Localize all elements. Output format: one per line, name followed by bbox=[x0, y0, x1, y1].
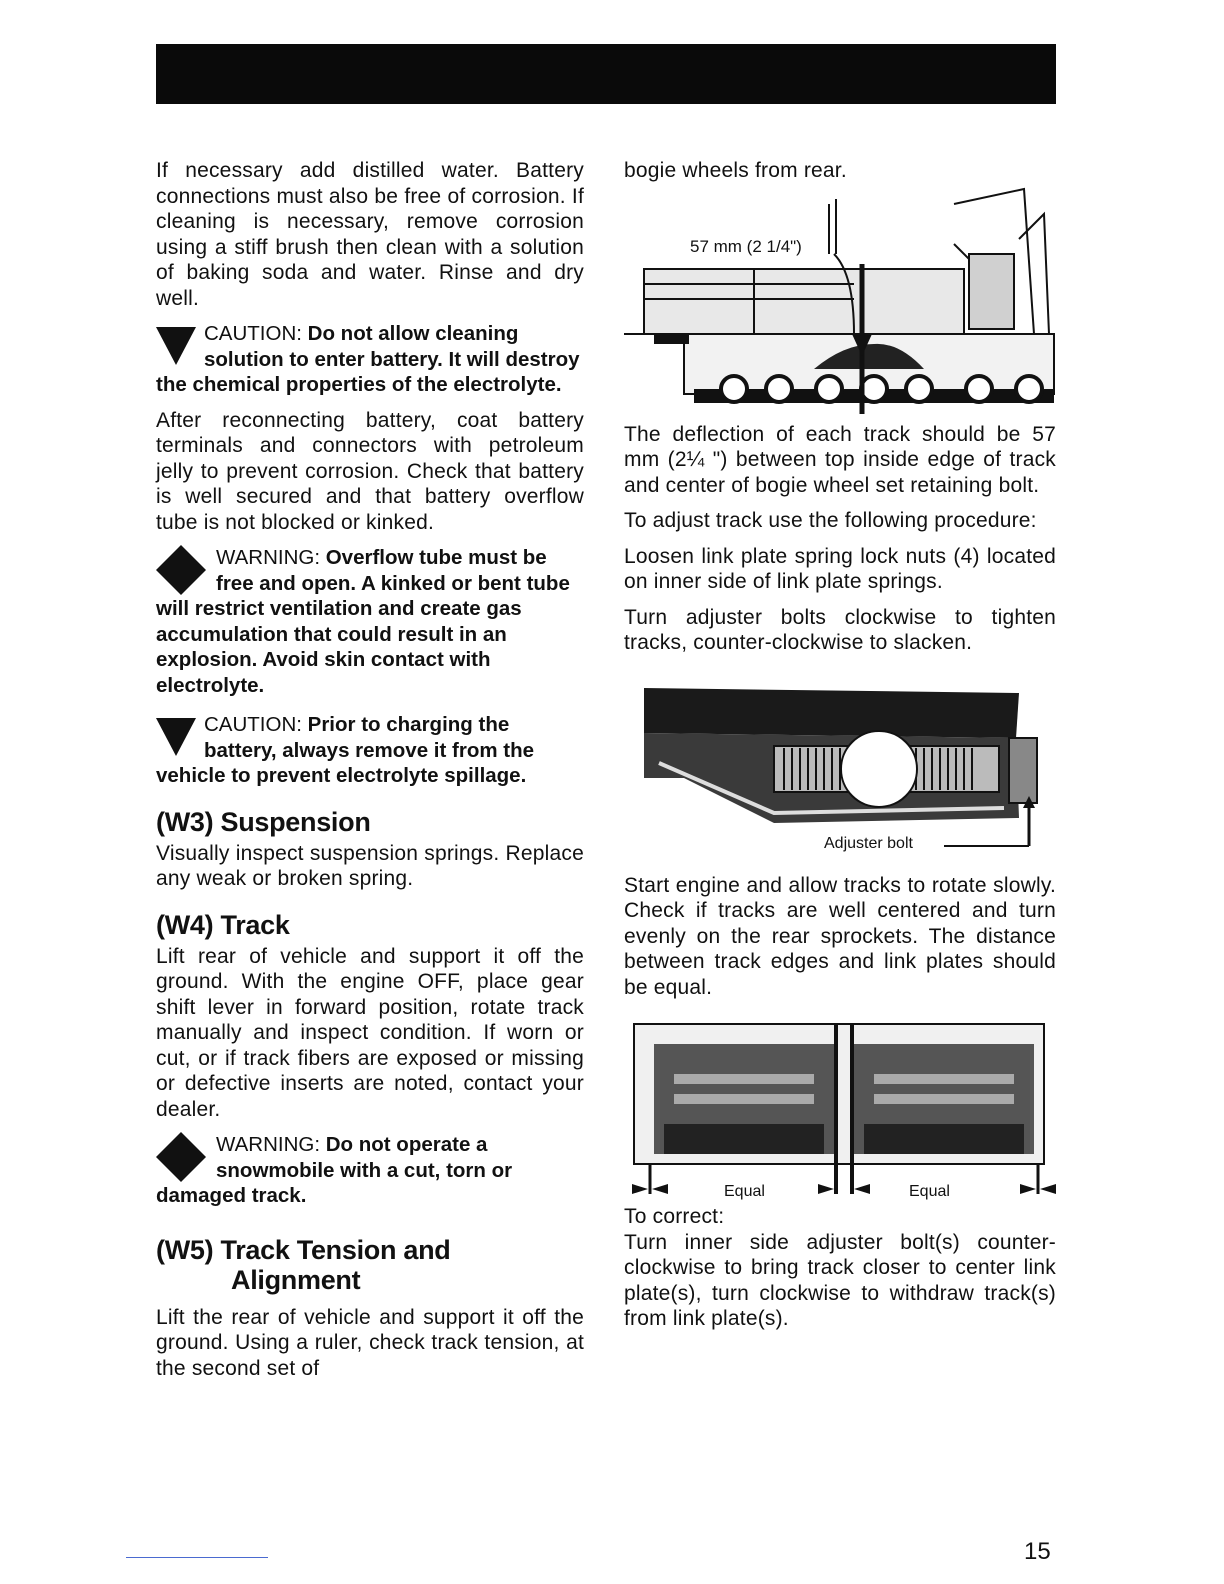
deflection-label: 57 mm (2 1/4") bbox=[690, 236, 802, 256]
adjuster-bolt-figure bbox=[624, 678, 1056, 863]
warning-overflow bbox=[156, 545, 584, 698]
turn-adjuster-text: Turn adjuster bolts clockwise to tighten tracks, counter-clockwise to slacken. bbox=[624, 605, 1056, 654]
page-number: 15 bbox=[1024, 1538, 1051, 1565]
section-title: Suspension bbox=[220, 806, 371, 837]
caution-triangle-icon bbox=[156, 712, 196, 756]
warning-text: Do not operate a snowmobile with a cut, torn or damaged track. bbox=[156, 1133, 513, 1207]
continued-text: bogie wheels from rear. bbox=[624, 159, 847, 182]
section-title-line2: Alignment bbox=[231, 1264, 361, 1295]
warning-lead: WARNING: bbox=[216, 546, 321, 569]
section-title: Track bbox=[220, 909, 290, 940]
battery-terminal-text: After reconnecting battery, coat battery terminals and connectors with petroleum jelly to prevent corrosion. Check that battery is well secured and that battery overflow tube is not blocked or kinked. bbox=[156, 408, 584, 534]
warning-diamond-icon bbox=[156, 1132, 206, 1180]
caution-lead: CAUTION: bbox=[204, 713, 302, 736]
caution-text: Prior to charging the battery, always remove it from the vehicle to prevent electrolyte spillage. bbox=[156, 713, 535, 787]
start-engine-text: Start engine and allow tracks to rotate slowly. Check if tracks are well centered and turn evenly on the rear sprockets. The distance between track edges and link plates should be equal. bbox=[624, 873, 1056, 999]
section-heading-w5 bbox=[156, 1235, 584, 1295]
to-correct-text: Turn inner side adjuster bolt(s) counter-clockwise to bring track closer to center link plate(s), turn clockwise to withdraw track(s) from link plate(s). bbox=[624, 1230, 1056, 1330]
equal-label-right: Equal bbox=[909, 1183, 950, 1200]
suspension-text: Visually inspect suspension springs. Replace any weak or broken spring. bbox=[156, 841, 584, 890]
left-column bbox=[156, 158, 584, 1381]
caution-text: Do not allow cleaning solution to enter battery. It will destroy the chemical properties of the electrolyte. bbox=[156, 322, 580, 396]
to-correct-title: To correct: bbox=[624, 1205, 725, 1228]
battery-maintenance-text: If necessary add distilled water. Battery connections must also be free of corrosion. If cleaning is necessary, remove corrosion using a stiff brush then clean with a solution of baking soda and water. Rinse and dry well. bbox=[156, 159, 584, 310]
equal-label-left: Equal bbox=[724, 1183, 765, 1200]
adjust-text: To adjust track use the following procedure: bbox=[624, 509, 1037, 532]
section-code: (W3) bbox=[156, 806, 214, 837]
section-code: (W5) bbox=[156, 1234, 214, 1265]
section-heading-w4 bbox=[156, 910, 584, 940]
section-title-line1: Track Tension and bbox=[220, 1234, 451, 1265]
warning-text: Overflow tube must be free and open. A kinked or bent tube will restrict ventilation and create gas accumulation that could result in an explosion. Avoid skin contact with electrolyte. bbox=[156, 546, 570, 697]
section-code: (W4) bbox=[156, 909, 214, 940]
header-bar bbox=[156, 44, 1056, 104]
track-alignment-figure bbox=[624, 1014, 1056, 1204]
deflection-text: The deflection of each track should be 57 mm (2¼ ") between top inside edge of track and center of bogie wheel set retaining bolt. bbox=[624, 422, 1056, 497]
caution-lead: CAUTION: bbox=[204, 322, 302, 345]
section-heading-w3 bbox=[156, 807, 584, 837]
warning-damaged-track bbox=[156, 1132, 584, 1209]
adjuster-bolt-label: Adjuster bolt bbox=[824, 834, 913, 852]
warning-diamond-icon bbox=[156, 545, 206, 593]
loosen-text: Loosen link plate spring lock nuts (4) located on inner side of link plate springs. bbox=[624, 544, 1056, 593]
track-tension-text: Lift the rear of vehicle and support it off the ground. Using a ruler, check track tension, at the second set of bbox=[156, 1305, 584, 1380]
right-column bbox=[624, 158, 1056, 1332]
track-text: Lift rear of vehicle and support it off the ground. With the engine OFF, place gear shift lever in forward position, rotate track manually and inspect condition. If worn or cut, or if track fibers are exposed or missing or defective inserts are noted, contact your dealer. bbox=[156, 944, 584, 1121]
warning-lead: WARNING: bbox=[216, 1133, 321, 1156]
footnote-rule bbox=[126, 1557, 268, 1558]
caution-triangle-icon bbox=[156, 321, 196, 365]
caution-charging bbox=[156, 712, 584, 789]
track-deflection-figure bbox=[624, 184, 1056, 414]
caution-cleaning bbox=[156, 321, 584, 398]
